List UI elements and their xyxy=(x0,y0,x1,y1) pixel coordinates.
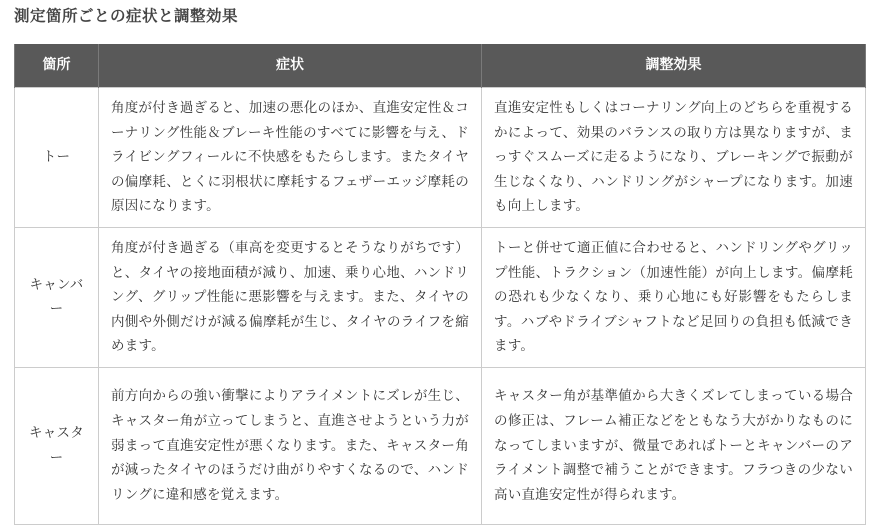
effect-cell: トーと併せて適正値に合わせると、ハンドリングやグリップ性能、トラクション（加速性能）が向上します。偏摩耗の恐れも少なくなり、乗り心地にも好影響をもたらします。ハブやドライブシャフトなど足回りの負担も低減できます。 xyxy=(482,227,866,367)
table-row xyxy=(15,88,866,228)
part-cell: キャンバー xyxy=(15,227,99,367)
part-cell: トー xyxy=(15,88,99,228)
column-header-symptom: 症状 xyxy=(99,44,482,88)
symptom-cell: 角度が付き過ぎると、加速の悪化のほか、直進安定性＆コーナリング性能＆ブレーキ性能のすべてに影響を与え、ドライビングフィールに不快感をもたらします。またタイヤの偏摩耗、とくに羽根状に摩耗するフェザーエッジ摩耗の原因になります。 xyxy=(99,88,482,228)
symptom-cell: 前方向からの強い衝撃によりアライメントにズレが生じ、キャスター角が立ってしまうと、直進させようという力が弱まって直進安定性が悪くなります。また、キャスター角が減ったタイヤのほうだけ曲がりやすくなるので、ハンドリングに違和感を覚えます。 xyxy=(99,367,482,524)
table-header-row xyxy=(15,44,866,88)
column-header-effect: 調整効果 xyxy=(482,44,866,88)
table-header xyxy=(15,44,866,88)
table-row xyxy=(15,367,866,524)
symptom-cell: 角度が付き過ぎる（車高を変更するとそうなりがちです）と、タイヤの接地面積が減り、加速、乗り心地、ハンドリング、グリップ性能に悪影響を与えます。また、タイヤの内側や外側だけが減る偏摩耗が生じ、タイヤのライフを縮めます。 xyxy=(99,227,482,367)
table-row xyxy=(15,227,866,367)
symptom-effect-table xyxy=(14,44,866,525)
effect-cell: キャスター角が基準値から大きくズレてしまっている場合の修正は、フレーム補正などをともなう大がかりなものになってしまいますが、微量であればトーとキャンバーのアライメント調整で補うことができます。フラつきの少ない高い直進安定性が得られます。 xyxy=(482,367,866,524)
page-title: 測定箇所ごとの症状と調整効果 xyxy=(14,7,239,25)
part-cell: キャスター xyxy=(15,367,99,524)
effect-cell: 直進安定性もしくはコーナリング向上のどちらを重視するかによって、効果のバランスの取り方は異なりますが、まっすぐスムーズに走るようになり、ブレーキングで振動が生じなくなり、ハンドリングがシャープになります。加速も向上します。 xyxy=(482,88,866,228)
column-header-part: 箇所 xyxy=(15,44,99,88)
table-body xyxy=(15,88,866,525)
